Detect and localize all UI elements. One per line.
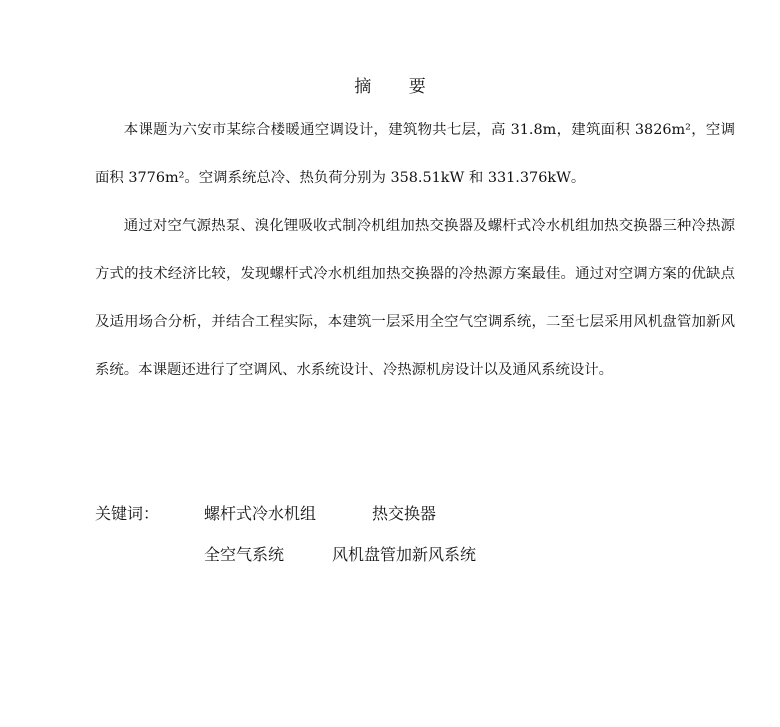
abstract-paragraph-2 bbox=[95, 202, 735, 394]
abstract-paragraph-1 bbox=[95, 106, 735, 202]
keyword-item: 热交换器 bbox=[372, 504, 437, 523]
keyword-item: 螺杆式冷水机组 bbox=[204, 504, 317, 523]
keyword-item: 全空气系统 bbox=[204, 545, 285, 564]
abstract-title: 摘 要 bbox=[354, 77, 442, 97]
keyword-item: 风机盘管加新风系统 bbox=[332, 545, 477, 564]
keywords-label: 关键词： bbox=[95, 504, 160, 523]
paragraph-text: 本课题为六安市某综合楼暖通空调设计，建筑物共七层，高 31.8m，建筑面积 3826m²，空调面积 3776m²。空调系统总冷、热负荷分别为 358.51kW 和 331.376kW。 bbox=[95, 122, 735, 186]
paragraph-text: 通过对空气源热泵、溴化锂吸收式制冷机组加热交换器及螺杆式冷水机组加热交换器三种冷热源方式的技术经济比较，发现螺杆式冷水机组加热交换器的冷热源方案最佳。通过对空调方案的优缺点及适用场合分析，并结合工程实际，本建筑一层采用全空气空调系统，二至七层采用风机盘管加新风系统。本课题还进行了空调风、水系统设计、冷热源机房设计以及通风系统设计。 bbox=[95, 218, 735, 378]
